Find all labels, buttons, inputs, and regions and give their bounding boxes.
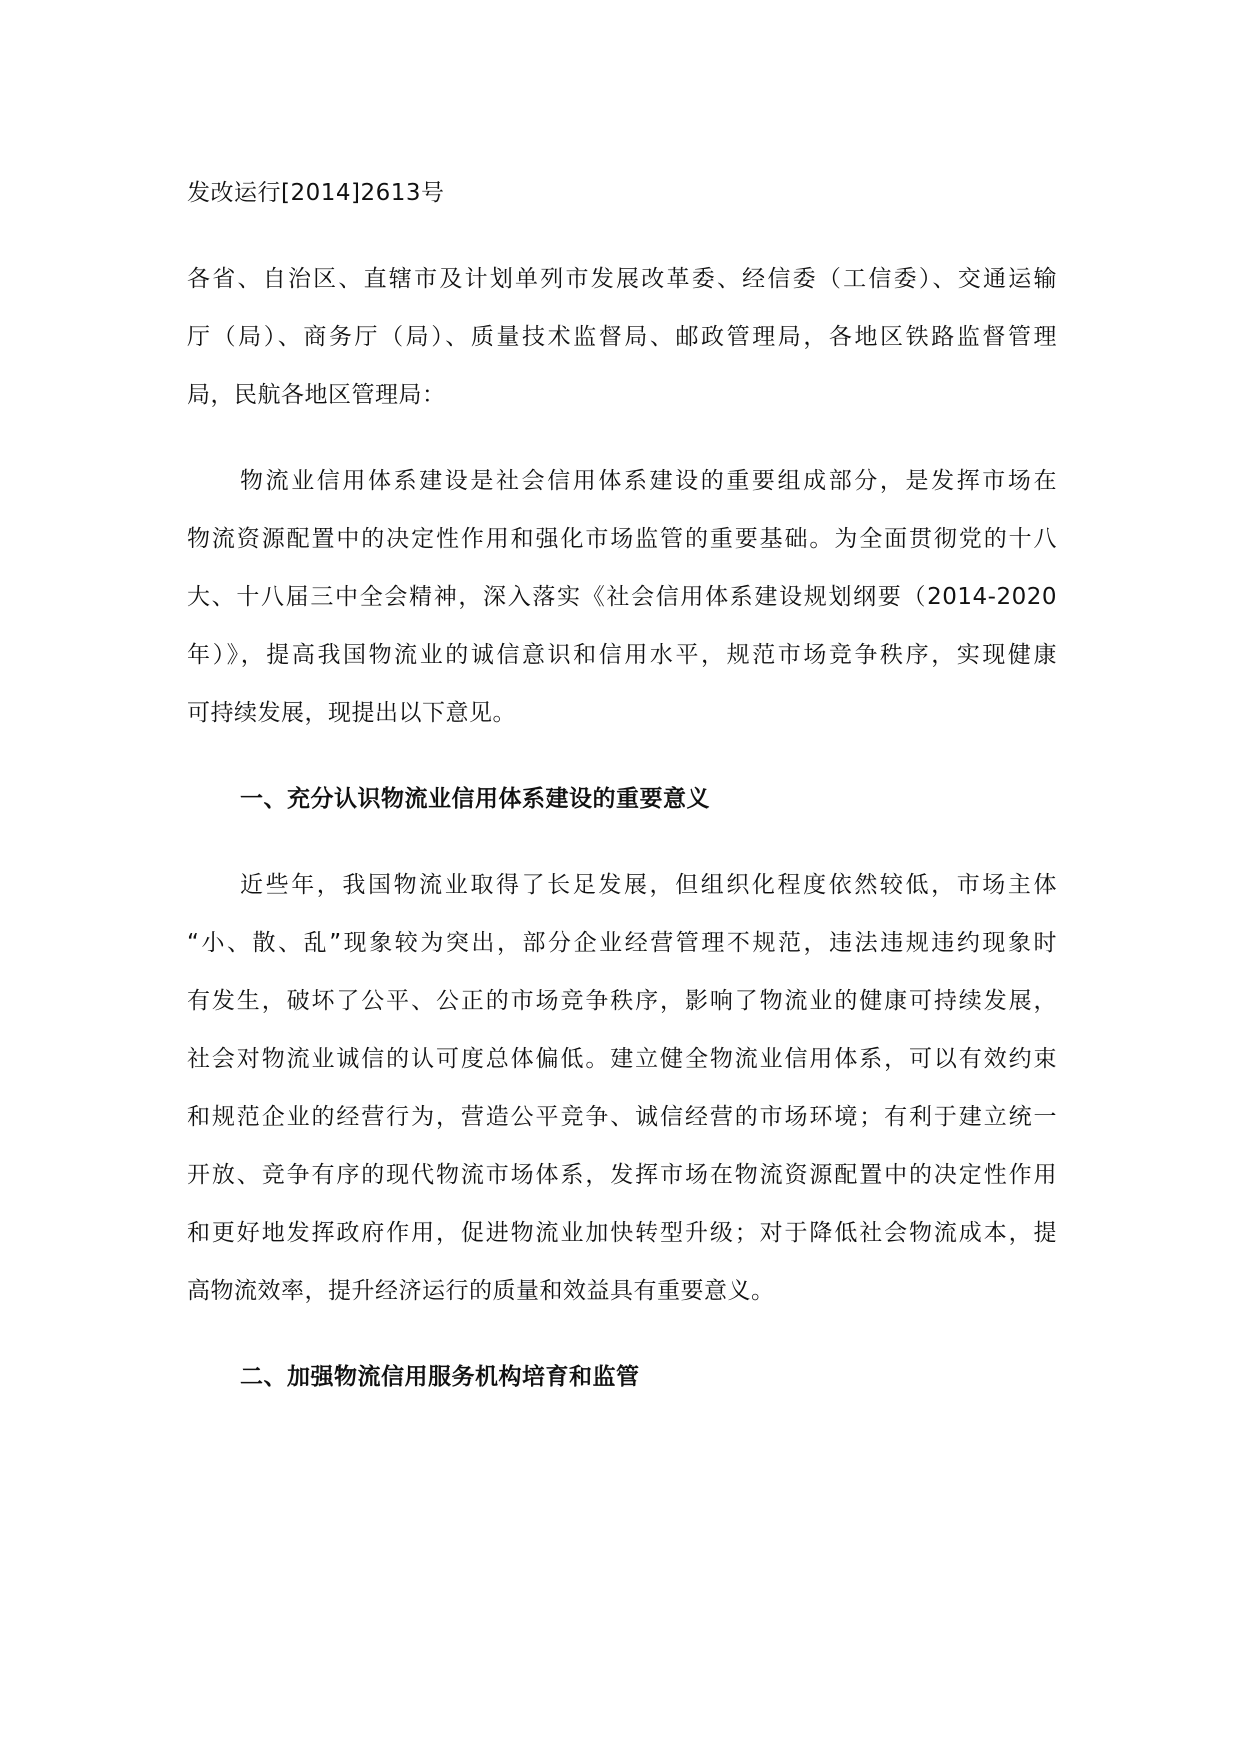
section1-line: 和规范企业的经营行为，营造公平竞争、诚信经营的市场环境；有利于建立统一	[187, 1104, 1057, 1130]
addressee-line: 局，民航各地区管理局：	[187, 382, 446, 408]
intro-line: 物流资源配置中的决定性作用和强化市场监管的重要基础。为全面贯彻党的十八	[187, 526, 1057, 552]
section1-line: 高物流效率，提升经济运行的质量和效益具有重要意义。	[187, 1278, 775, 1304]
document-number: 发改运行[2014]2613号	[187, 180, 445, 206]
addressee-line: 厅（局）、商务厅（局）、质量技术监督局、邮政管理局，各地区铁路监督管理	[187, 324, 1057, 350]
section1-line: “小、散、乱”现象较为突出，部分企业经营管理不规范，违法违规违约现象时	[187, 930, 1057, 956]
section1-line: 和更好地发挥政府作用，促进物流业加快转型升级；对于降低社会物流成本，提	[187, 1220, 1057, 1246]
intro-line: 大、十八届三中全会精神，深入落实《社会信用体系建设规划纲要（2014-2020	[187, 584, 1057, 610]
section-heading-1: 一、充分认识物流业信用体系建设的重要意义	[240, 786, 710, 812]
section1-line: 社会对物流业诚信的认可度总体偏低。建立健全物流业信用体系，可以有效约束	[187, 1046, 1057, 1072]
section1-line: 有发生，破坏了公平、公正的市场竞争秩序，影响了物流业的健康可持续发展，	[187, 988, 1057, 1014]
intro-line: 物流业信用体系建设是社会信用体系建设的重要组成部分，是发挥市场在	[240, 468, 1057, 494]
intro-line: 年）》，提高我国物流业的诚信意识和信用水平，规范市场竞争秩序，实现健康	[187, 642, 1057, 668]
section-heading-2: 二、加强物流信用服务机构培育和监管	[240, 1364, 640, 1390]
section1-line: 开放、竞争有序的现代物流市场体系，发挥市场在物流资源配置中的决定性作用	[187, 1162, 1057, 1188]
section1-line: 近些年，我国物流业取得了长足发展，但组织化程度依然较低，市场主体	[240, 872, 1057, 898]
intro-line: 可持续发展，现提出以下意见。	[187, 700, 516, 726]
addressee-line: 各省、自治区、直辖市及计划单列市发展改革委、经信委（工信委）、交通运输	[187, 266, 1057, 292]
